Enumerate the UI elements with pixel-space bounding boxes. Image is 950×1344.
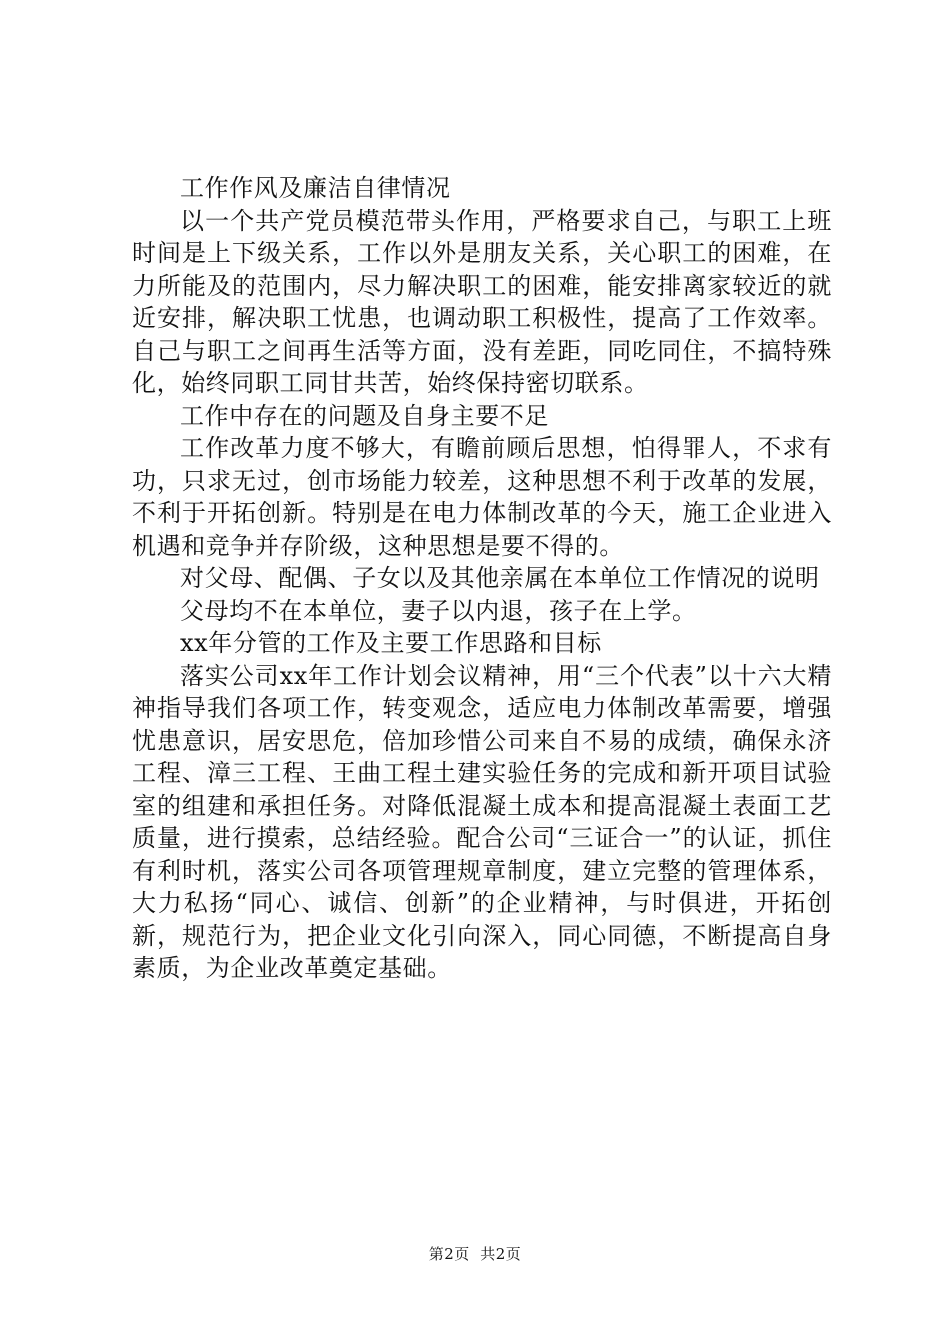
page-footer <box>0 1244 950 1264</box>
section-heading-relatives: 对父母、配偶、子女以及其他亲属在本单位工作情况的说明 <box>180 564 820 592</box>
document-body <box>132 172 832 985</box>
paragraph-relatives: 父母均不在本单位，妻子以内退，孩子在上学。 <box>180 596 697 625</box>
paragraph-work-style: 以一个共产党员模范带头作用，严格要求自己，与职工上班时间是上下级关系，工作以外是朋友关系，关心职工的困难，在力所能及的范围内，尽力解决职工的困难，能安排离家较近的就近安排，解决职工忧患，也调动职工积极性，提高了工作效率。自己与职工之间再生活等方面，没有差距，同吃同住，不搞特殊化，始终同职工同甘共苦，始终保持密切联系。 <box>132 206 832 397</box>
paragraph-plan: 落实公司xx年工作计划会议精神，用“三个代表”以十六大精神指导我们各项工作，转变观念，适应电力体制改革需要，增强忧患意识，居安思危，倍加珍惜公司来自不易的成绩，确保永济工程、漳三工程、王曲工程土建实验任务的完成和新开项目试验室的组建和承担任务。对降低混凝土成本和提高混凝土表面工艺质量，进行摸索，总结经验。配合公司“三证合一”的认证，抓住有利时机，落实公司各项管理规章制度，建立完整的管理体系，大力私扬“同心、诚信、创新”的企业精神，与时俱进，开拓创新，规范行为，把企业文化引向深入，同心同德，不断提高自身素质，为企业改革奠定基础。 <box>132 661 832 982</box>
page-number-label: 第2页 共2页 <box>428 1245 522 1263</box>
section-heading-problems: 工作中存在的问题及自身主要不足 <box>180 401 549 430</box>
paragraph-problems: 工作改革力度不够大，有瞻前顾后思想，怕得罪人，不求有功，只求无过，创市场能力较差，这种思想不利于改革的发展，不利于开拓创新。特别是在电力体制改革的今天，施工企业进入机遇和竞争并存阶级，这种思想是要不得的。 <box>132 434 832 560</box>
section-heading-plan: xx年分管的工作及主要工作思路和目标 <box>180 629 602 657</box>
section-heading-work-style: 工作作风及廉洁自律情况 <box>180 174 451 202</box>
